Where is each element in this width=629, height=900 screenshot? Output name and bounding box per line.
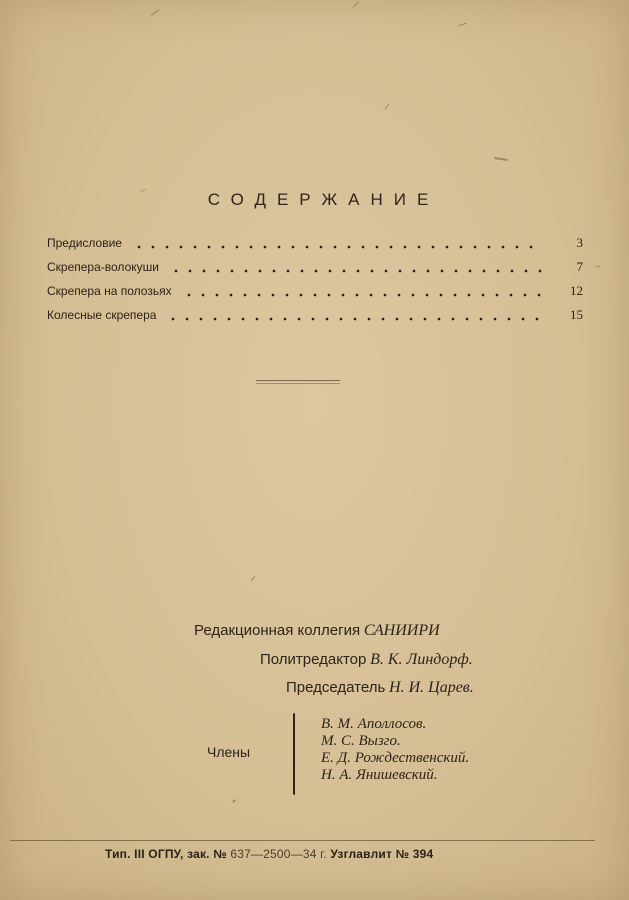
chair-line: [286, 679, 474, 697]
printer-imprint: [105, 847, 433, 861]
toc-entry-label: Колесные скрепера: [47, 308, 157, 322]
dot-leader: [162, 311, 543, 323]
toc-entry-label: Скрепера на полозьях: [47, 284, 172, 298]
members-list: [321, 716, 469, 784]
toc-entry-page: 15: [570, 307, 583, 322]
paper-fiber: [596, 266, 600, 267]
chair-label: Председатель: [286, 679, 386, 696]
paper-fiber: [232, 799, 236, 803]
toc-entry: [47, 255, 583, 279]
table-of-contents: [47, 231, 583, 327]
political-editor-label: Политредактор: [260, 651, 367, 668]
board-name: САНИИРИ: [363, 622, 440, 639]
members-label: Члены: [207, 744, 251, 760]
toc-entry-page: 7: [576, 259, 583, 274]
toc-entry: [47, 231, 583, 255]
imprint-order: зак. №: [187, 847, 227, 861]
paper-fiber: [384, 103, 389, 110]
toc-entry: [47, 279, 583, 303]
imprint-rule: [10, 840, 595, 841]
toc-entry-label: Скрепера-волокуши: [47, 260, 159, 274]
members-brace: [293, 713, 298, 795]
toc-entry-page: 12: [570, 283, 583, 298]
member-name: М. С. Вызго.: [321, 733, 401, 749]
toc-entry-label: Предисловие: [47, 236, 122, 250]
toc-entry: [47, 303, 583, 327]
member-name: Е. Д. Рождественский.: [321, 750, 470, 766]
section-divider: [256, 380, 340, 384]
member-name: Н. А. Янишевский.: [321, 767, 438, 783]
dot-leader: [128, 239, 543, 251]
imprint-numbers: 637—2500—34 г.: [230, 847, 327, 861]
dot-leader: [178, 287, 543, 299]
political-editor-line: [260, 651, 473, 669]
member-name: В. М. Аполлосов.: [321, 716, 427, 732]
political-editor-name: В. К. Линдорф.: [370, 651, 473, 668]
toc-title: СОДЕРЖАНИЕ: [207, 190, 440, 209]
dot-leader: [165, 263, 543, 275]
toc-entry-page: 3: [576, 235, 583, 250]
paper-fiber: [251, 576, 256, 581]
paper-fiber: [494, 157, 508, 161]
paper-fiber: [151, 9, 160, 16]
imprint-license: Узглавлит № 394: [330, 847, 434, 861]
paper-fiber: [458, 22, 467, 26]
paper-fiber: [353, 2, 360, 8]
chair-name: Н. И. Царев.: [389, 679, 474, 696]
imprint-press: Тип. III ОГПУ,: [105, 847, 184, 861]
editorial-board-line: [194, 622, 440, 640]
board-label: Редакционная коллегия: [194, 622, 361, 639]
